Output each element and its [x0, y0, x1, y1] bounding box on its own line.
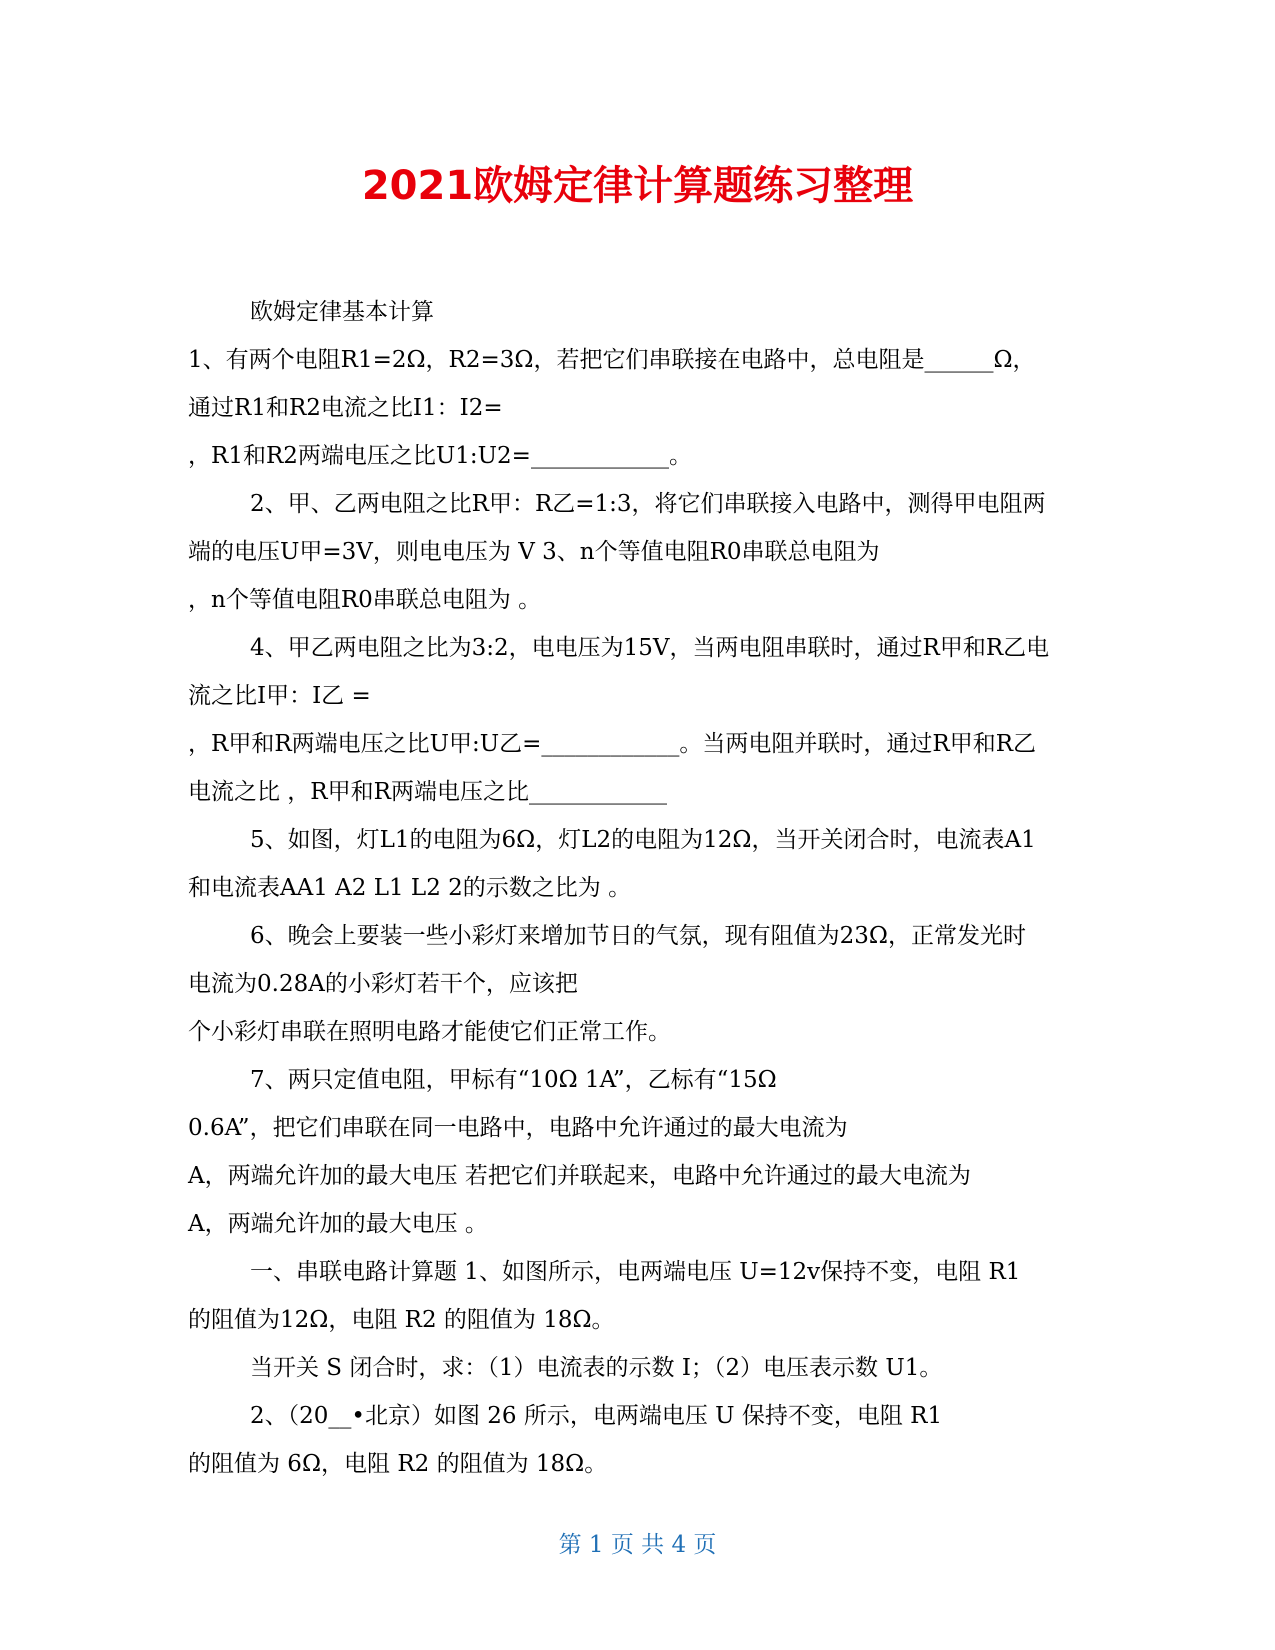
text-line: 个小彩灯串联在照明电路才能使它们正常工作。 [188, 1019, 671, 1045]
text-line: 当开关 S 闭合时，求：（1）电流表的示数 I；（2）电压表示数 U1。 [250, 1355, 943, 1381]
section-heading: 欧姆定律基本计算 [250, 299, 434, 325]
page-footer: 第 1 页 共 4 页 [558, 1532, 717, 1558]
text-line: 2、（20__•北京）如图 26 所示，电两端电压 U 保持不变，电阻 R1 [250, 1403, 943, 1429]
text-line: 5、如图，灯L1的电阻为6Ω，灯L2的电阻为12Ω，当开关闭合时，电流表A1 [250, 827, 1036, 853]
text-line: A，两端允许加的最大电压 。 [188, 1211, 488, 1237]
text-line: 流之比I甲：I乙 = [188, 683, 371, 709]
text-line: 的阻值为12Ω，电阻 R2 的阻值为 18Ω。 [188, 1307, 615, 1333]
text-line: 端的电压U甲=3V，则电电压为 V 3、n个等值电阻R0串联总电阻为 [188, 539, 880, 565]
text-line: ，n个等值电阻R0串联总电阻为 。 [188, 587, 542, 613]
text-line: 0.6A”，把它们串联在同一电路中，电路中允许通过的最大电流为 [188, 1115, 848, 1141]
text-line: 2、甲、乙两电阻之比R甲：R乙=1:3，将它们串联接入电路中，测得甲电阻两 [250, 491, 1046, 517]
text-line: A，两端允许加的最大电压 若把它们并联起来，电路中允许通过的最大电流为 [188, 1163, 971, 1189]
text-line: 和电流表AA1 A2 L1 L2 2的示数之比为 。 [188, 875, 632, 901]
text-line: 6、晚会上要装一些小彩灯来增加节日的气氛，现有阻值为23Ω，正常发光时 [250, 923, 1026, 949]
text-line: 1、有两个电阻R1=2Ω，R2=3Ω，若把它们串联接在电路中，总电阻是______Ω， [188, 347, 1036, 373]
text-line: ，R1和R2两端电压之比U1:U2=____________。 [188, 443, 692, 469]
document-title: 2021欧姆定律计算题练习整理 [361, 163, 914, 209]
text-line: 通过R1和R2电流之比I1：I2= [188, 395, 503, 421]
text-line: 一、串联电路计算题 1、如图所示，电两端电压 U=12v保持不变，电阻 R1 [250, 1259, 1021, 1285]
text-line: 7、两只定值电阻，甲标有“10Ω 1A”，乙标有“15Ω [250, 1067, 777, 1093]
text-line: 的阻值为 6Ω，电阻 R2 的阻值为 18Ω。 [188, 1451, 608, 1477]
text-line: 电流为0.28A的小彩灯若干个，应该把 [188, 971, 578, 997]
text-line: 4、甲乙两电阻之比为3:2，电电压为15V，当两电阻串联时，通过R甲和R乙电 [250, 635, 1050, 661]
document-body [188, 288, 1088, 1488]
text-line: 电流之比 ，R甲和R两端电压之比____________ [188, 779, 667, 805]
text-line: ，R甲和R两端电压之比U甲:U乙=____________。当两电阻并联时，通过R甲和R乙 [188, 731, 1037, 757]
